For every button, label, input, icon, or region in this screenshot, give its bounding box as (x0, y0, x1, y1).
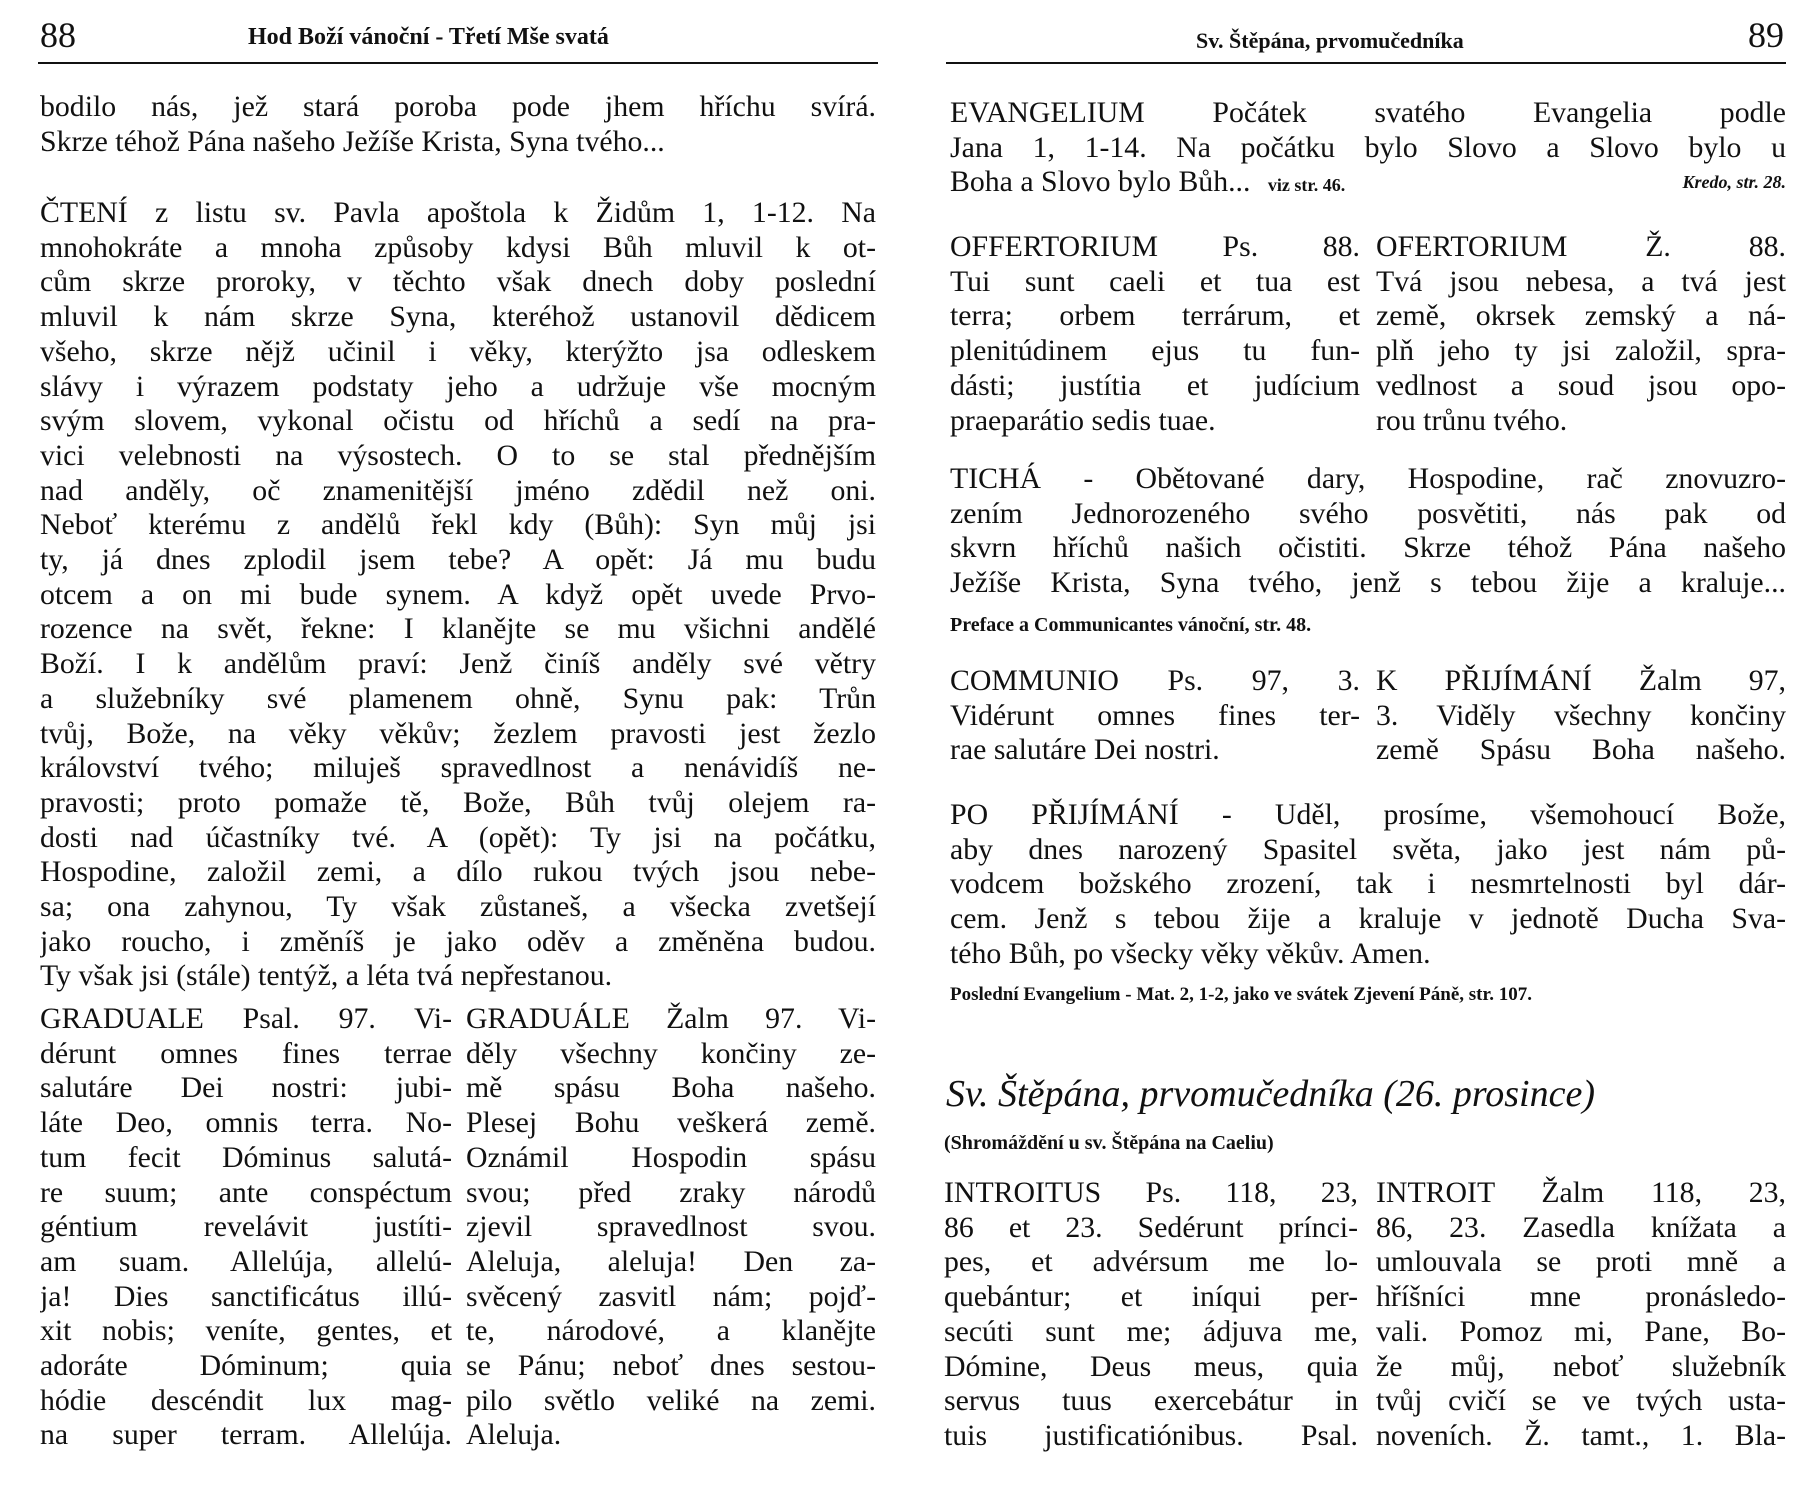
text-line: Aleluja. (466, 1418, 562, 1452)
graduale-latin (40, 1002, 452, 1453)
text-line: rou trůnu tvého. (1376, 403, 1568, 437)
running-header: Hod Boží vánoční - Třetí Mše svatá (248, 24, 609, 50)
text-line: GRADUÁLE Žalm 97. Vi- (466, 1002, 876, 1035)
text-line: am suam. Allelúja, allelú- (40, 1244, 452, 1278)
introit-czech (1376, 1176, 1786, 1454)
text-line: Neboť kterému z andělů řekl kdy (Bůh): Syn můj jsi (40, 508, 876, 542)
text-line: se Pánu; neboť dnes sestou- (466, 1349, 876, 1383)
text-line: te, národové, a klanějte (466, 1314, 876, 1348)
text-line: tvůj cvičí se ve tvých usta- (1376, 1384, 1786, 1418)
text-line: plň jeho ty jsi založil, spra- (1376, 334, 1786, 368)
text-line: rozence na svět, řekne: I klanějte se mu všichni andělé (40, 612, 876, 646)
text-line: noveních. Ž. tamt., 1. Bla- (1376, 1418, 1786, 1452)
text-line: terra; orbem terrárum, et (950, 299, 1360, 333)
introitus-latin (944, 1176, 1358, 1454)
text-line: hódie descéndit lux mag- (40, 1383, 452, 1417)
text-line: ČTENÍ z listu sv. Pavla apoštola k Židům 1, 1-12. Na (40, 196, 876, 229)
text-line: děly všechny končiny ze- (466, 1036, 876, 1070)
text-line: slávy i výrazem podstaty jeho a udržuje vše mocným (40, 369, 876, 403)
text-line: Ježíše Krista, Syna tvého, jenž s tebou žije a kraluje... (950, 566, 1786, 600)
text-line: svým slovem, vykonal očistu od hříchů a sedí na pra- (40, 404, 876, 438)
postcommunio (950, 798, 1786, 972)
text-line: quebántur; et iníqui per- (944, 1280, 1358, 1314)
text-line: rae salutáre Dei nostri. (950, 733, 1220, 767)
text-line: cem. Jenž s tebou žije a kraluje v jednotě Ducha Sva- (950, 902, 1786, 936)
text-line: Jana 1, 1-14. Na počátku bylo Slovo a Slovo bylo u (950, 130, 1786, 164)
text-line: že můj, neboť služebník (1376, 1349, 1786, 1383)
preface-note: Preface a Communicantes vánoční, str. 48. (950, 614, 1312, 636)
text-line: OFFERTORIUM Ps. 88. (950, 230, 1360, 263)
text-line: pilo světlo veliké na zemi. (466, 1383, 876, 1417)
text-line: K PŘIJÍMÁNÍ Žalm 97, (1376, 664, 1786, 697)
page-number: 88 (40, 15, 76, 55)
text-line: géntium revelávit justíti- (40, 1210, 452, 1244)
text-line: Aleluja, aleluja! Den za- (466, 1244, 876, 1278)
text-line: EVANGELIUM Počátek svatého Evangelia podle (950, 96, 1786, 129)
previous-prayer-end (40, 90, 876, 159)
text-line: 3. Viděly všechny končiny (1376, 698, 1786, 732)
text-line: dásti; justítia et judícium (950, 368, 1360, 402)
text-line: salutáre Dei nostri: jubi- (40, 1071, 452, 1105)
text-line: bodilo nás, jež stará poroba pode jhem hříchu svírá. (40, 90, 876, 123)
text-line: na super terram. Allelúja. (40, 1418, 452, 1452)
text-line: plenitúdinem ejus tu fun- (950, 334, 1360, 368)
text-fragment: Boha a Slovo bylo Bůh... (950, 165, 1251, 199)
header-rule (38, 62, 878, 64)
text-line: Vidérunt omnes fines ter- (950, 698, 1360, 732)
text-line: Oznámil Hospodin spásu (466, 1140, 876, 1174)
offertorium-czech (1376, 230, 1786, 438)
text-line: umlouvala se proti mně a (1376, 1245, 1786, 1279)
text-line: re suum; ante conspéctum (40, 1175, 452, 1209)
communio-latin (950, 664, 1360, 768)
text-line: TICHÁ - Obětované dary, Hospodine, rač znovuzro- (950, 462, 1786, 495)
text-line: Hospodine, založil zemi, a dílo rukou tvých jsou nebe- (40, 855, 876, 889)
left-page (0, 0, 906, 1500)
text-line: vodcem božského zrození, tak i nesmrtelnosti byl dár- (950, 867, 1786, 901)
text-line: praeparátio sedis tuae. (950, 403, 1216, 437)
text-line: mnohokráte a mnoha způsoby kdysi Bůh mluvil k ot- (40, 230, 876, 264)
text-line: svou; před zraky národů (466, 1175, 876, 1209)
text-line: Ty však jsi (stále) tentýž, a léta tvá nepřestanou. (40, 959, 613, 993)
text-line: tého Bůh, po všecky věky věkův. Amen. (950, 936, 1431, 970)
text-line: všeho, skrze nějž učinil i věky, kterýžto jsa odleskem (40, 334, 876, 368)
text-line: Dómine, Deus meus, quia (944, 1349, 1358, 1383)
text-line: cům skrze proroky, v těchto však dnech doby poslední (40, 265, 876, 299)
feast-title: Sv. Štěpána, prvomučedníka (26. prosince) (946, 1073, 1595, 1115)
text-line: tuis justificatiónibus. Psal. (944, 1418, 1358, 1452)
text-line: pes, et advérsum me lo- (944, 1245, 1358, 1279)
text-line: ty, já dnes zplodil jsem tebe? A opět: Já mu budu (40, 543, 876, 577)
text-line: secúti sunt me; ádjuva me, (944, 1314, 1358, 1348)
epistle-reading (40, 196, 876, 994)
text-line: Boží. I k andělům praví: Jenž činíš anděly své větry (40, 647, 876, 681)
text-line: INTROIT Žalm 118, 23, (1376, 1176, 1786, 1209)
text-line (950, 165, 1786, 203)
text-line: Tui sunt caeli et tua est (950, 264, 1360, 298)
text-line: tum fecit Dóminus salutá- (40, 1140, 452, 1174)
text-line: pravosti; proto pomaže tě, Bože, Bůh tvůj olejem ra- (40, 785, 876, 819)
text-line: dérunt omnes fines terrae (40, 1036, 452, 1070)
text-line: mě spásu Boha našeho. (466, 1071, 876, 1105)
evangelium (950, 96, 1786, 203)
text-line: OFERTORIUM Ž. 88. (1376, 230, 1786, 263)
text-line: zením Jednorozeného svého posvětiti, nás pak od (950, 496, 1786, 530)
text-line: tvůj, Bože, na věky věkův; žezlem pravosti jest žezlo (40, 716, 876, 750)
text-line: INTROITUS Ps. 118, 23, (944, 1176, 1358, 1209)
text-line: svěcený zasvitl nám; pojď- (466, 1279, 876, 1313)
text-line: dosti nad účastníky tvé. A (opět): Ty jsi na počátku, (40, 820, 876, 854)
text-line: sa; ona zahynou, Ty však zůstaneš, a všecka zvetšejí (40, 890, 876, 924)
text-line: vedlnost a soud jsou opo- (1376, 368, 1786, 402)
text-line: Plesej Bohu veškerá země. (466, 1106, 876, 1140)
feast-subtitle: (Shromáždění u sv. Štěpána na Caeliu) (944, 1132, 1274, 1154)
text-line: xit nobis; veníte, gentes, et (40, 1314, 452, 1348)
last-gospel-note: Poslední Evangelium - Mat. 2, 1-2, jako ve svátek Zjevení Páně, str. 107. (950, 984, 1532, 1005)
text-line: země, okrsek zemský a ná- (1376, 299, 1786, 333)
text-line: ja! Dies sanctificátus illú- (40, 1279, 452, 1313)
text-line: mluvil k nám skrze Syna, kteréhož ustanovil dědicem (40, 300, 876, 334)
text-line: aby dnes narozený Spasitel světa, jako jest nám pů- (950, 832, 1786, 866)
kredo-reference: Kredo, str. 28. (1682, 172, 1786, 193)
text-line: GRADUALE Psal. 97. Vi- (40, 1002, 452, 1035)
text-line: Tvá jsou nebesa, a tvá jest (1376, 264, 1786, 298)
text-line: skvrn hříchů našich očistiti. Skrze téhož Pána našeho (950, 531, 1786, 565)
text-line: 86 et 23. Sedérunt prínci- (944, 1210, 1358, 1244)
text-line: otcem a on mi bude synem. A když opět uvede Prvo- (40, 577, 876, 611)
secreta-ticha (950, 462, 1786, 601)
page-reference: viz str. 46. (1267, 175, 1346, 196)
text-line: 86, 23. Zasedla knížata a (1376, 1210, 1786, 1244)
graduale-czech (466, 1002, 876, 1453)
right-page (906, 0, 1813, 1500)
text-line: nad anděly, oč znamenitější jméno zdědil než oni. (40, 473, 876, 507)
text-line: COMMUNIO Ps. 97, 3. (950, 664, 1360, 697)
text-line: láte Deo, omnis terra. No- (40, 1106, 452, 1140)
communio-czech (1376, 664, 1786, 768)
text-line: adoráte Dóminum; quia (40, 1349, 452, 1383)
page-number: 89 (1748, 15, 1784, 55)
text-line: PO PŘIJÍMÁNÍ - Uděl, prosíme, všemohoucí Bože, (950, 798, 1786, 831)
text-line: Skrze téhož Pána našeho Ježíše Krista, Syna tvého... (40, 124, 665, 158)
text-line: království tvého; miluješ spravedlnost a nenávidíš ne- (40, 751, 876, 785)
text-line: zjevil spravedlnost svou. (466, 1210, 876, 1244)
text-line: země Spásu Boha našeho. (1376, 733, 1786, 767)
running-header: Sv. Štěpána, prvomučedníka (1196, 28, 1464, 53)
text-line: vici velebnosti na výsostech. O to se stal přednějším (40, 438, 876, 472)
offertorium-latin (950, 230, 1360, 438)
header-rule (946, 62, 1786, 64)
text-line: servus tuus exercebátur in (944, 1384, 1358, 1418)
text-line: jako roucho, i změníš je jako oděv a změněna budou. (40, 924, 876, 958)
text-line: a služebníky své plamenem ohně, Synu pak: Trůn (40, 681, 876, 715)
text-line: hříšníci mne pronásledo- (1376, 1280, 1786, 1314)
text-line: vali. Pomoz mi, Pane, Bo- (1376, 1314, 1786, 1348)
